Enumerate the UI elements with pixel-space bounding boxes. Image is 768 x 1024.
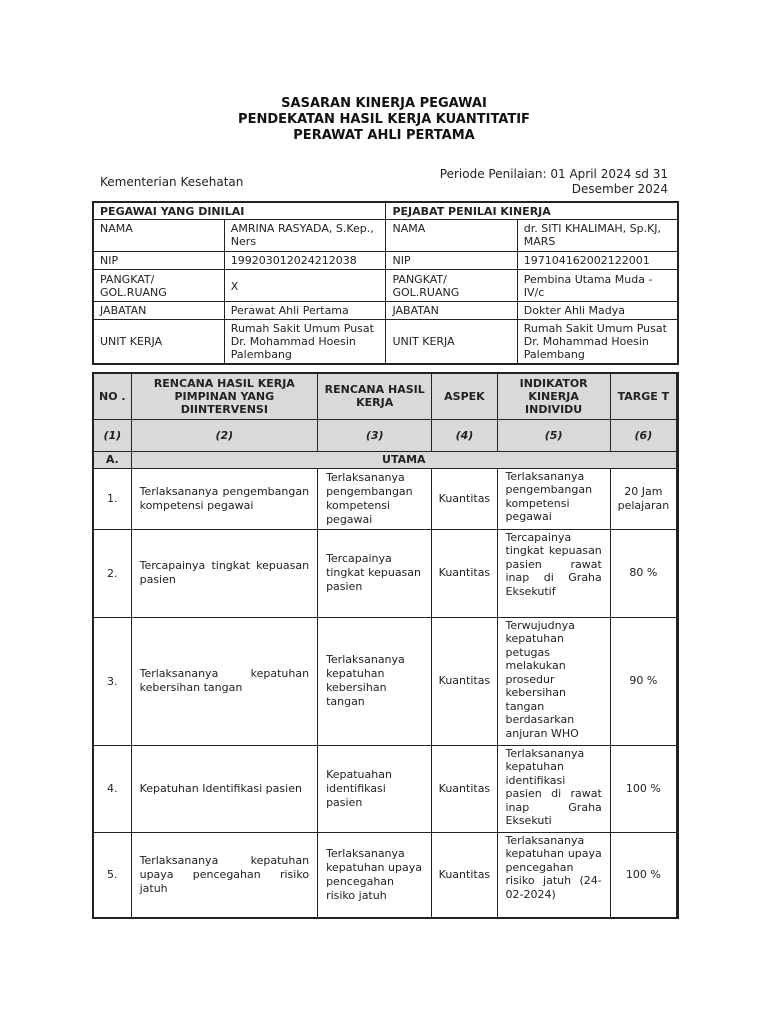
section-row bbox=[93, 451, 678, 468]
info-value: 197104162002122001 bbox=[517, 252, 678, 270]
column-number: (4) bbox=[432, 419, 497, 451]
target-cell: 20 Jam pelajaran bbox=[610, 468, 677, 529]
leader-work-plan-cell: Terlaksananya kepatuhan kebersihan tangan bbox=[131, 617, 317, 745]
document-position-title: PERAWAT AHLI PERTAMA bbox=[293, 128, 475, 143]
indicator-cell: Terwujudnya kepatuhan petugas melakukan prosedur kebersihan tangan berdasarkan anjuran WHO bbox=[497, 617, 610, 745]
row-number: 2. bbox=[93, 529, 131, 617]
aspect-cell: Kuantitas bbox=[432, 617, 497, 745]
aspect-cell: Kuantitas bbox=[432, 832, 497, 918]
period-line-2: Desember 2024 bbox=[571, 182, 668, 196]
info-value: 199203012024212038 bbox=[224, 252, 386, 270]
info-value: Pembina Utama Muda - IV/c bbox=[517, 270, 678, 302]
info-header-row bbox=[93, 202, 678, 220]
aspect-cell: Kuantitas bbox=[432, 468, 497, 529]
column-number-row bbox=[93, 419, 678, 451]
target-cell: 90 % bbox=[610, 617, 677, 745]
info-value: Perawat Ahli Pertama bbox=[224, 302, 386, 320]
work-plan-cell: Tercapainya tingkat kepuasan pasien bbox=[318, 529, 432, 617]
target-cell: 100 % bbox=[610, 745, 677, 832]
info-value: Rumah Sakit Umum Pusat Dr. Mohammad Hoesin Palembang bbox=[517, 320, 678, 364]
header-target: TARGE T bbox=[610, 373, 677, 419]
target-cell: 80 % bbox=[610, 529, 677, 617]
table-row bbox=[93, 832, 678, 918]
leader-work-plan-cell: Terlaksananya pengembangan kompetensi pegawai bbox=[131, 468, 317, 529]
header-indicator: INDIKATOR KINERJA INDIVIDU bbox=[497, 373, 610, 419]
header-leader-work-plan: RENCANA HASIL KERJA PIMPINAN YANG DIINTERVENSI bbox=[131, 373, 317, 419]
assessment-period bbox=[368, 167, 668, 197]
info-label: JABATAN bbox=[386, 302, 517, 320]
work-plan-cell: Terlaksananya pengembangan kompetensi pegawai bbox=[318, 468, 432, 529]
document-title: SASARAN KINERJA PEGAWAI bbox=[281, 96, 487, 111]
table-header-row bbox=[93, 373, 678, 419]
assessor-header: PEJABAT PENILAI KINERJA bbox=[386, 202, 678, 220]
table-row bbox=[93, 745, 678, 832]
leader-work-plan-cell: Tercapainya tingkat kepuasan pasien bbox=[131, 529, 317, 617]
info-value: dr. SITI KHALIMAH, Sp.KJ, MARS bbox=[517, 220, 678, 252]
indicator-cell: Terlaksananya kepatuhan upaya pencegahan risiko jatuh (24-02-2024) bbox=[497, 832, 610, 918]
header-work-plan: RENCANA HASIL KERJA bbox=[318, 373, 432, 419]
info-label: NAMA bbox=[93, 220, 224, 252]
performance-targets-table bbox=[92, 372, 679, 919]
row-number: 3. bbox=[93, 617, 131, 745]
work-plan-cell: Kepatuahan identifikasi pasien bbox=[318, 745, 432, 832]
info-value: Dokter Ahli Madya bbox=[517, 302, 678, 320]
info-label: JABATAN bbox=[93, 302, 224, 320]
document-subtitle: PENDEKATAN HASIL KERJA KUANTITATIF bbox=[238, 112, 530, 127]
section-code: A. bbox=[93, 451, 131, 468]
employee-info-table bbox=[92, 201, 679, 365]
info-label: UNIT KERJA bbox=[93, 320, 224, 364]
info-row-rank bbox=[93, 270, 678, 302]
indicator-cell: Terlaksananya kepatuhan identifikasi pasien di rawat inap Graha Eksekuti bbox=[497, 745, 610, 832]
info-label: NIP bbox=[386, 252, 517, 270]
leader-work-plan-cell: Terlaksananya kepatuhan upaya pencegahan risiko jatuh bbox=[131, 832, 317, 918]
info-label: NAMA bbox=[386, 220, 517, 252]
period-line-1: Periode Penilaian: 01 April 2024 sd 31 bbox=[439, 167, 668, 181]
info-value: AMRINA RASYADA, S.Kep., Ners bbox=[224, 220, 386, 252]
row-number: 1. bbox=[93, 468, 131, 529]
info-label: NIP bbox=[93, 252, 224, 270]
table-row bbox=[93, 468, 678, 529]
table-row bbox=[93, 617, 678, 745]
indicator-cell: Terlaksananya pengembangan kompetensi pegawai bbox=[497, 468, 610, 529]
info-value: Rumah Sakit Umum Pusat Dr. Mohammad Hoesin Palembang bbox=[224, 320, 386, 364]
row-number: 5. bbox=[93, 832, 131, 918]
info-label: PANGKAT/ GOL.RUANG bbox=[93, 270, 224, 302]
header-aspect: ASPEK bbox=[432, 373, 497, 419]
info-row-nip bbox=[93, 252, 678, 270]
column-number: (5) bbox=[497, 419, 610, 451]
aspect-cell: Kuantitas bbox=[432, 529, 497, 617]
organization-name: Kementerian Kesehatan bbox=[100, 175, 244, 189]
indicator-cell: Tercapainya tingkat kepuasan pasien rawat inap di Graha Eksekutif bbox=[497, 529, 610, 617]
header-no: NO . bbox=[93, 373, 131, 419]
work-plan-cell: Terlaksananya kepatuhan kebersihan tangan bbox=[318, 617, 432, 745]
info-label: UNIT KERJA bbox=[386, 320, 517, 364]
info-row-work-unit bbox=[93, 320, 678, 364]
leader-work-plan-cell: Kepatuhan Identifikasi pasien bbox=[131, 745, 317, 832]
row-number: 4. bbox=[93, 745, 131, 832]
info-label: PANGKAT/ GOL.RUANG bbox=[386, 270, 517, 302]
section-label: UTAMA bbox=[131, 451, 677, 468]
table-row bbox=[93, 529, 678, 617]
info-row-name bbox=[93, 220, 678, 252]
work-plan-cell: Terlaksananya kepatuhan upaya pencegahan risiko jatuh bbox=[318, 832, 432, 918]
column-number: (6) bbox=[610, 419, 677, 451]
info-row-position bbox=[93, 302, 678, 320]
assessed-employee-header: PEGAWAI YANG DINILAI bbox=[93, 202, 386, 220]
target-cell: 100 % bbox=[610, 832, 677, 918]
aspect-cell: Kuantitas bbox=[432, 745, 497, 832]
column-number: (3) bbox=[318, 419, 432, 451]
info-value: X bbox=[224, 270, 386, 302]
column-number: (1) bbox=[93, 419, 131, 451]
column-number: (2) bbox=[131, 419, 317, 451]
